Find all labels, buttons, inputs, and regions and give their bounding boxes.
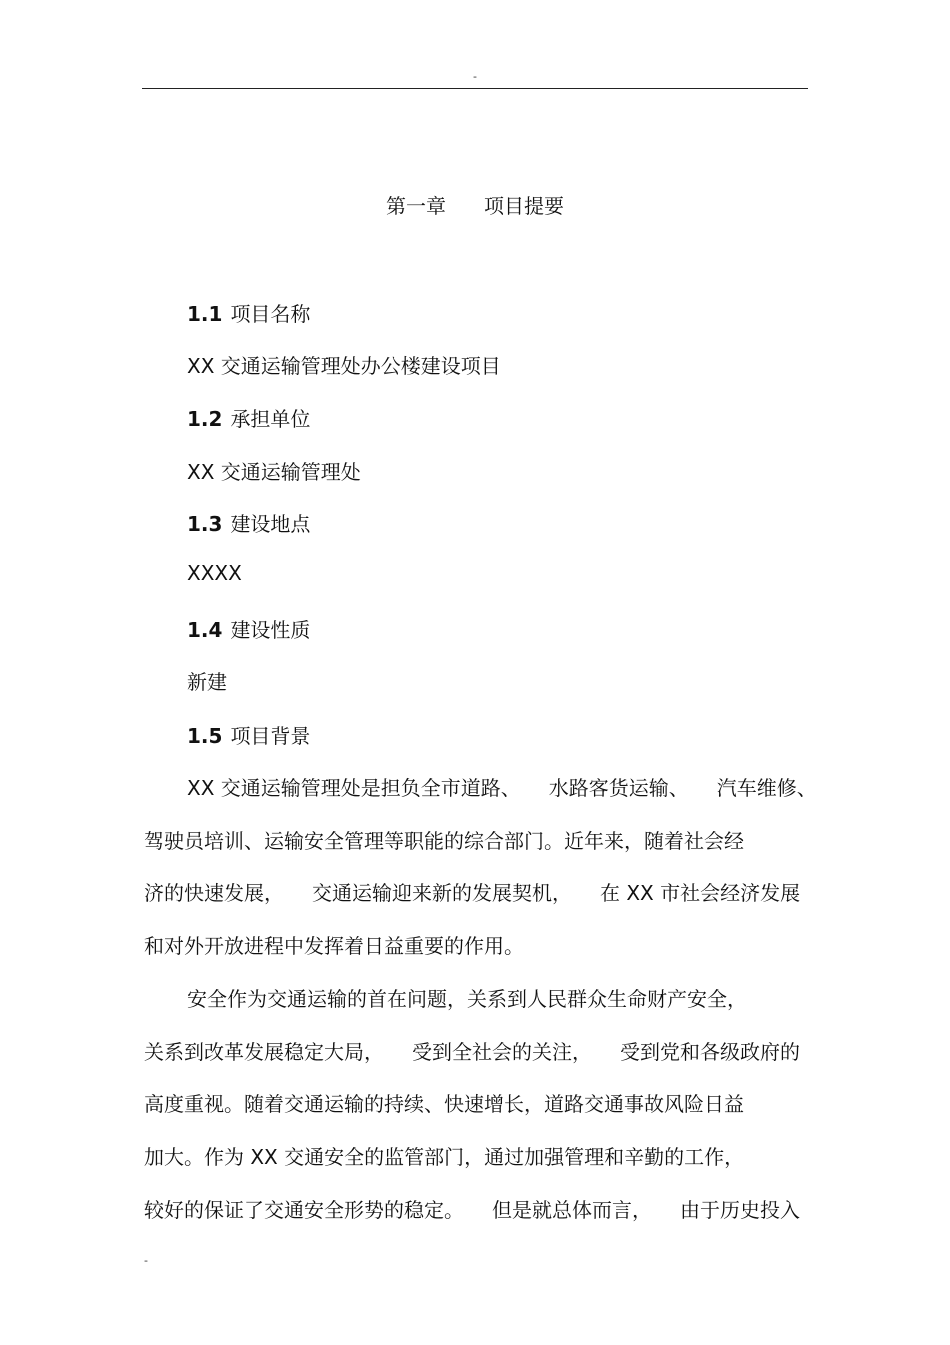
paragraph-line [187,772,817,801]
section-title: 建设地点 [230,512,311,536]
text-run: 在 XX 市社会经济发展 [600,881,801,905]
section-body: XX 交通运输管理处办公楼建设项目 [187,354,501,378]
section-number: 1.4 [187,618,223,642]
text-run: 关系到改革发展稳定大局， [144,1040,384,1064]
paragraph-line: 高度重视。随着交通运输的持续、快速增长，道路交通事故风险日益 [144,1092,744,1116]
text-run: 水路客货运输、 [548,776,689,800]
section-heading [187,720,310,749]
text-run: 较好的保证了交通安全形势的稳定。 [144,1198,464,1222]
paragraph-line [144,1036,800,1065]
section-heading [187,403,310,432]
text-run: 汽车维修、 [716,776,817,800]
text-run: 但是就总体而言， [492,1198,652,1222]
paragraph-line [144,877,800,906]
footer-mark: - [144,1254,148,1267]
section-body: 新建 [187,670,227,694]
paragraph-line: 安全作为交通运输的首在问题，关系到人民群众生命财产安全， [187,987,747,1011]
chapter-name: 项目提要 [484,194,564,218]
chapter-label: 第一章 [386,194,446,218]
section-number: 1.1 [187,302,223,326]
paragraph-line: 驾驶员培训、运输安全管理等职能的综合部门。近年来，随着社会经 [144,829,744,853]
text-run: 济的快速发展， [144,881,284,905]
section-title: 建设性质 [230,618,311,642]
section-heading [187,614,310,643]
text-run: 受到全社会的关注， [412,1040,592,1064]
section-number: 1.3 [187,512,223,536]
text-run: 由于历史投入 [680,1198,800,1222]
section-title: 项目背景 [230,724,311,748]
paragraph-line [144,1194,800,1223]
section-number: 1.5 [187,724,223,748]
section-body: XXXX [187,561,242,585]
section-body: XX 交通运输管理处 [187,460,361,484]
section-number: 1.2 [187,407,223,431]
text-run: 交通运输迎来新的发展契机， [312,881,572,905]
section-heading [187,508,310,537]
section-heading [187,298,310,327]
chapter-title [0,190,950,219]
section-title: 承担单位 [230,407,311,431]
header-mark: - [473,70,477,83]
text-run: 受到党和各级政府的 [620,1040,800,1064]
text-run: XX 交通运输管理处是担负全市道路、 [187,776,521,800]
section-title: 项目名称 [230,302,311,326]
header-rule [142,88,808,89]
paragraph-line: 加大。作为 XX 交通安全的监管部门，通过加强管理和辛勤的工作， [144,1145,745,1169]
paragraph-line: 和对外开放进程中发挥着日益重要的作用。 [144,934,524,958]
